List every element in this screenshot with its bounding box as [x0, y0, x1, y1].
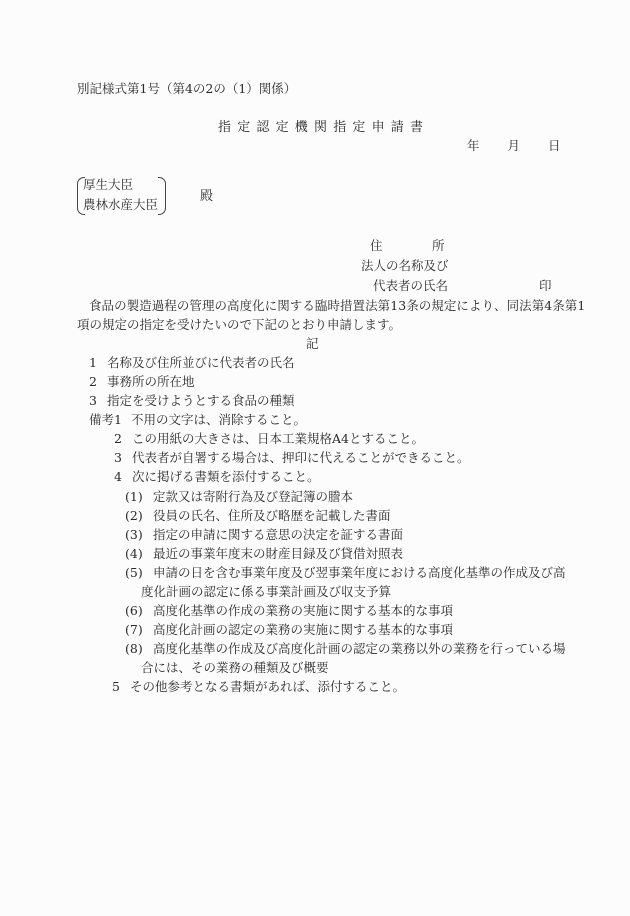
item-number: 1 [89, 355, 97, 370]
address-label-1: 住 [370, 238, 383, 253]
date-year: 年 [467, 138, 480, 153]
document-title: 指定認定機関指定申請書 [218, 120, 430, 135]
honorific: 殿 [200, 189, 214, 204]
addressee-block [77, 176, 167, 216]
attachment-number: (2) [125, 508, 143, 523]
attachment-number: (8) [125, 641, 143, 656]
item-text: 指定を受けようとする食品の種類 [107, 393, 295, 408]
note-item [114, 452, 470, 465]
attachment-number: (1) [125, 489, 143, 504]
date-month: 月 [507, 138, 521, 153]
form-number: 別記様式第1号（第4の2の（1）関係） [77, 81, 297, 96]
date-line [467, 140, 561, 153]
note-text: 不用の文字は、消除すること。 [131, 412, 307, 427]
note-item [114, 471, 320, 484]
date-day: 日 [548, 138, 561, 153]
item-text: 事務所の所在地 [107, 374, 195, 389]
address-label-2: 所 [432, 238, 445, 253]
attachment-text: 指定の申請に関する意思の決定を証する書面 [153, 527, 404, 542]
body-text-line-2: 項の規定の指定を受けたいので下記のとおり申請します。 [77, 317, 402, 332]
addressee-agriculture-minister: 農林水産大臣 [83, 197, 159, 212]
note-number: 1 [114, 412, 122, 427]
attachment-item [125, 548, 403, 561]
addressee-health-minister: 厚生大臣 [83, 177, 134, 192]
list-item [89, 357, 295, 370]
attachment-number: (6) [125, 603, 143, 618]
attachment-text: 高度化基準の作成の業務の実施に関する基本的な事項 [153, 603, 454, 618]
attachment-item [125, 624, 453, 637]
note-text: この用紙の大きさは、日本工業規格A4とすること。 [132, 431, 424, 446]
note-text: 代表者が自署する場合は、押印に代えることができること。 [132, 450, 470, 465]
attachment-item [125, 529, 403, 542]
item-number: 2 [89, 374, 97, 389]
attachment-number: (3) [125, 527, 143, 542]
attachment-continuation: 度化計画の認定に係る事業計画及び収支予算 [141, 584, 392, 599]
notes-label: 備考 [89, 412, 115, 427]
note-item [89, 414, 306, 427]
attachment-text: 高度化計画の認定の業務の実施に関する基本的な事項 [153, 622, 454, 637]
ki-heading: 記 [306, 336, 319, 351]
seal-mark: 印 [539, 278, 552, 293]
attachment-text: 最近の事業年度末の財産目録及び貸借対照表 [153, 546, 404, 561]
note-number: 5 [112, 679, 120, 694]
attachment-item [125, 491, 353, 504]
list-item [89, 376, 195, 389]
item-number: 3 [89, 393, 97, 408]
rep-name-label: 代表者の氏名 [373, 278, 449, 293]
address-label [370, 240, 445, 253]
list-item [89, 395, 295, 408]
attachment-text: 役員の氏名、住所及び略歴を記載した書面 [153, 508, 391, 523]
right-bracket [158, 177, 166, 215]
attachment-item [125, 643, 566, 656]
attachment-item [125, 605, 453, 618]
note-number: 4 [114, 469, 122, 484]
attachment-item [125, 567, 566, 580]
item-text: 名称及び住所並びに代表者の氏名 [107, 355, 295, 370]
body-text-line-1: 食品の製造過程の管理の高度化に関する臨時措置法第13条の規定により、同法第4条第1 [89, 298, 586, 313]
note-number: 2 [114, 431, 122, 446]
corp-name-label: 法人の名称及び [361, 258, 449, 273]
note-item [114, 433, 424, 446]
attachment-item [125, 510, 391, 523]
attachment-text: 申請の日を含む事業年度及び翌事業年度における高度化基準の作成及び高 [153, 565, 566, 580]
attachment-number: (5) [125, 565, 143, 580]
attachment-continuation: 合には、その業務の種類及び概要 [141, 660, 329, 675]
note-item [112, 681, 405, 694]
attachment-number: (4) [125, 546, 143, 561]
attachment-text: 高度化基準の作成及び高度化計画の認定の業務以外の業務を行っている場 [153, 641, 566, 656]
attachment-number: (7) [125, 622, 143, 637]
attachment-text: 定款又は寄附行為及び登記簿の謄本 [153, 489, 354, 504]
note-text: 次に掲げる書類を添付すること。 [132, 469, 320, 484]
note-number: 3 [114, 450, 122, 465]
note-text: その他参考となる書類があれば、添付すること。 [130, 679, 406, 694]
